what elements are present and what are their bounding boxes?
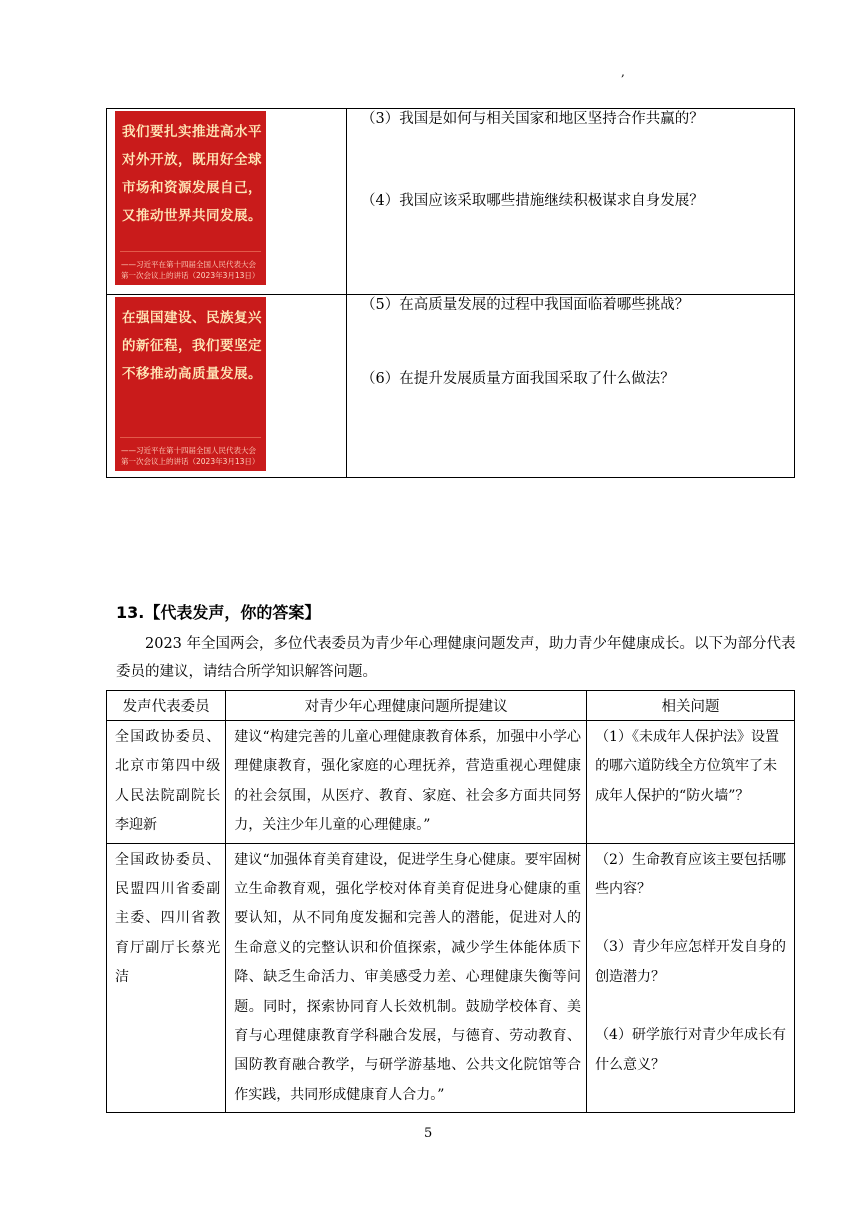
quote-poster [115,297,266,471]
poster-divider [120,437,261,438]
question: （6）在提升发展质量方面我国采取了什么做法？ [361,371,675,387]
member-cell: 全国政协委员、民盟四川省委副主委、四川省教育厅副厅长蔡光洁 [107,843,226,1113]
section-intro: 2023 年全国两会，多位代表委员为青少年心理健康问题发声，助力青少年健康成长。以下为部分代表委员的建议，请结合所学知识解答问题。 [116,636,796,680]
question: （3）我国是如何与相关国家和地区坚持合作共赢的？ [361,111,704,127]
table-row [107,721,795,844]
spacer [595,992,789,1021]
poster-divider [120,251,261,252]
question: （4）我国应该采取哪些措施继续积极谋求自身发展？ [361,193,704,209]
table-row [107,295,795,478]
poster-cell [107,109,347,295]
column-header: 发声代表委员 [107,691,226,721]
section-title: 13.【代表发声，你的答案】 [116,603,321,622]
question: （2）生命教育应该主要包括哪些内容？ [595,851,786,898]
poster-quote: 在强国建设、民族复兴的新征程，我们要坚定不移推动高质量发展。 [122,310,262,382]
question: （1）《未成年人保护法》设置的哪六道防线全方位筑牢了未成年人保护的“防火墙”？ [595,729,779,804]
spacer [595,904,789,933]
page-number: 5 [424,1126,433,1141]
questions-cell [587,721,795,844]
question: （4）研学旅行对青少年成长有什么意义？ [595,1027,786,1073]
question: （3）青少年应怎样开发自身的创造潜力？ [595,939,786,985]
question: （5）在高质量发展的过程中我国面临着哪些挑战？ [361,297,690,313]
top-table [106,108,795,478]
suggestion-cell: 建议“加强体育美育建设，促进学生身心健康。要牢固树立生命教育观，强化学校对体育美育促进身心健康的重要认知，从不同角度发掘和完善人的潜能，促进对人的生命意义的完整认识和价值探索，减少学生体能体质下降、缺乏生命活力、审美感受力差、心理健康失衡等问题。同时，探索协同育人长效机制。鼓励学校体育、美育与心理健康教育学科融合发展，与德育、劳动教育、国防教育融合教学，与研学游基地、公共文化院馆等合作实践，共同形成健康育人合力。” [226,843,587,1113]
main-table [106,690,795,1113]
questions-cell [347,109,795,295]
member-cell: 全国政协委员、北京市第四中级人民法院副院长李迎新 [107,721,226,844]
column-header: 相关问题 [587,691,795,721]
table-row [107,843,795,1113]
table-header-row [107,691,795,721]
poster-quote: 我们要扎实推进高水平对外开放，既用好全球市场和资源发展自己，又推动世界共同发展。 [122,124,262,224]
poster-source: ——习近平在第十四届全国人民代表大会第一次会议上的讲话（2023年3月13日） [121,260,260,280]
table-row [107,109,795,295]
suggestion-cell: 建议“构建完善的儿童心理健康教育体系，加强中小学心理健康教育，强化家庭的心理抚养，营造重视心理健康的社会氛围，从医疗、教育、家庭、社会多方面共同努力，关注少年儿童的心理健康。” [226,721,587,844]
poster-cell [107,295,347,478]
quote-poster [115,111,266,285]
poster-source: ——习近平在第十四届全国人民代表大会第一次会议上的讲话（2023年3月13日） [121,446,260,466]
questions-cell [347,295,795,478]
page-mark: , [621,65,625,79]
questions-cell [587,843,795,1113]
column-header: 对青少年心理健康问题所提建议 [226,691,587,721]
